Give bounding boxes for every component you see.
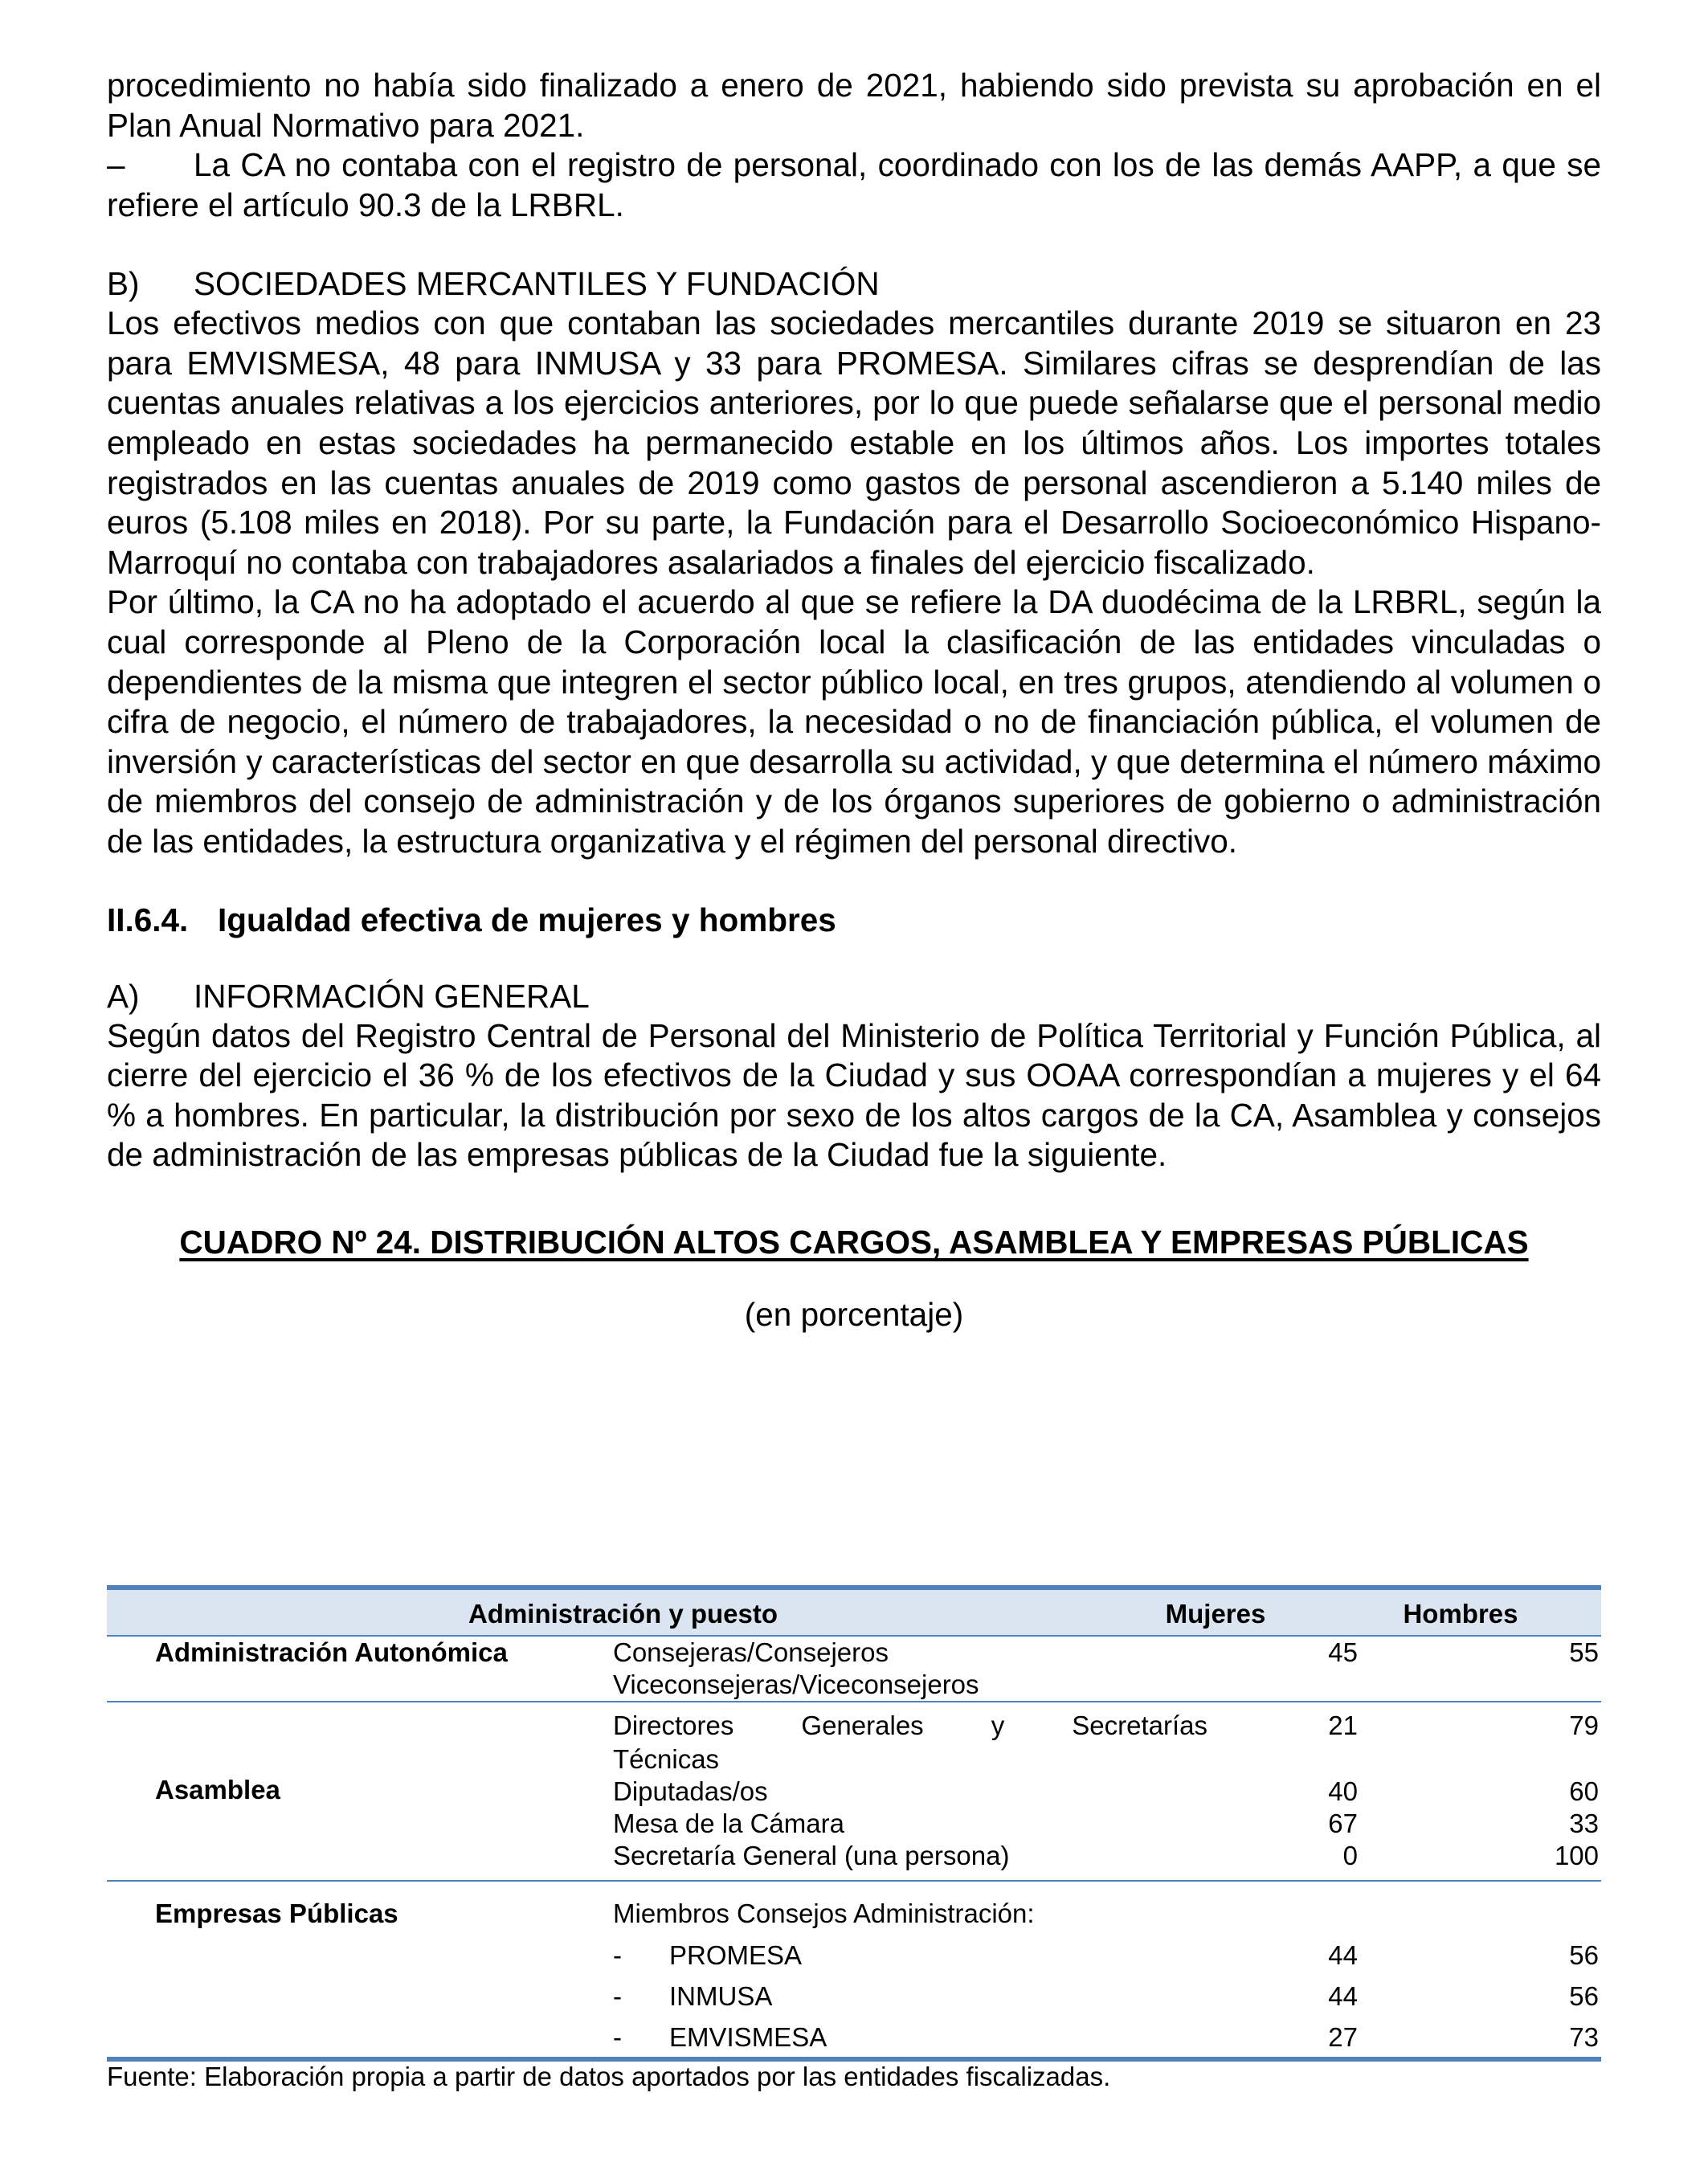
row-desc: Viceconsejeras/Viceconsejeros	[613, 1670, 979, 1699]
paragraph-registro-text: La CA no contaba con el registro de personal, coordinado con los de las demás AAPP, a que se refiere el artículo 90.3 de la LRBRL.	[107, 146, 1601, 223]
cell-hombres: 73	[1569, 2022, 1599, 2052]
paragraph-por-ultimo: Por último, la CA no ha adoptado el acuerdo al que se refiere la DA duodécima de la LRBRL, según la cual corresponde al Pleno de la Corporación local la clasificación de las entidades vinculadas o dependientes de la misma que integren el sector público local, en tres grupos, atendiendo al volumen o cifra de negocio, el número de trabajadores, la necesidad o no de financiación pública, el volumen de inversión y características del sector en que desarrolla su actividad, y que determina el número máximo de miembros del consejo de administración y de los órganos superiores de gobierno o administración de las entidades, la estructura organizativa y el régimen del personal directivo.	[107, 583, 1601, 860]
cell-mujeres: 45	[1328, 1637, 1358, 1667]
cell-hombres: 55	[1569, 1637, 1599, 1667]
cell-mujeres: 21	[1328, 1710, 1358, 1740]
cell-mujeres: 40	[1328, 1776, 1358, 1806]
heading-informacion-label: A)	[107, 977, 140, 1015]
cell-mujeres: 44	[1328, 1940, 1358, 1970]
table-row-continuation	[107, 1669, 1601, 1701]
heading-informacion-text: INFORMACIÓN GENERAL	[194, 977, 590, 1015]
table-row	[107, 1972, 1601, 2013]
cell-mujeres: 44	[1328, 1981, 1358, 2011]
cell-hombres: 100	[1554, 1841, 1599, 1870]
table-source-note: Fuente: Elaboración propia a partir de datos aportados por las entidades fiscalizadas.	[107, 2062, 1111, 2091]
group-administracion-autonomica	[107, 1637, 1601, 1702]
list-dash: -	[613, 1940, 622, 1970]
table-row	[107, 2013, 1601, 2057]
table-row-intro	[107, 1882, 1601, 1931]
table-row	[107, 1702, 1601, 1743]
table-row-continuation	[107, 1743, 1601, 1776]
cell-hombres: 60	[1569, 1776, 1599, 1806]
row-desc: Consejeras/Consejeros	[613, 1637, 889, 1667]
paragraph-segun-datos: Según datos del Registro Central de Personal del Ministerio de Política Territorial y Función Pública, al cierre del ejercicio el 36 % de los efectivos de la Ciudad y sus OOAA correspondían a mujeres y el 64 % a hombres. En particular, la distribución por sexo de los altos cargos de la CA, Asamblea y consejos de administración de las empresas públicas de la Ciudad fue la siguiente.	[107, 1016, 1601, 1174]
company-name: EMVISMESA	[669, 2022, 827, 2052]
row-desc: Miembros Consejos Administración:	[613, 1898, 1035, 1928]
distribution-table	[107, 1585, 1601, 2062]
dash-bullet: –	[107, 146, 125, 183]
cell-hombres: 79	[1569, 1710, 1599, 1740]
row-desc: Mesa de la Cámara	[613, 1809, 844, 1838]
header-hombres: Hombres	[1403, 1599, 1518, 1629]
row-desc: Diputadas/os	[613, 1776, 768, 1806]
list-dash: -	[613, 1981, 622, 2011]
row-desc: Técnicas	[613, 1744, 720, 1774]
group-label: Empresas Públicas	[155, 1898, 398, 1928]
heading-informacion-general	[107, 976, 1601, 1016]
heading-sociedades	[107, 264, 1601, 304]
group-asamblea	[107, 1702, 1601, 1882]
section-title	[107, 900, 1601, 940]
table-row	[107, 1808, 1601, 1840]
row-desc: Secretaría General (una persona)	[613, 1841, 1010, 1870]
table-row	[107, 1776, 1601, 1808]
cell-mujeres: 27	[1328, 2022, 1358, 2052]
company-name: PROMESA	[669, 1940, 803, 1970]
group-label: Administración Autonómica	[155, 1637, 508, 1667]
header-mujeres: Mujeres	[1165, 1599, 1266, 1629]
table-title: CUADRO Nº 24. DISTRIBUCIÓN ALTOS CARGOS, ASAMBLEA Y EMPRESAS PÚBLICAS	[179, 1223, 1529, 1261]
paragraph-efectivos-medios: Los efectivos medios con que contaban las sociedades mercantiles durante 2019 se situaron en 23 para EMVISMESA, 48 para INMUSA y 33 para PROMESA. Similares cifras se desprendían de las cuentas anuales relativas a los ejercicios anteriores, por lo que puede señalarse que el personal medio empleado en estas sociedades ha permanecido estable en los últimos años. Los importes totales registrados en las cuentas anuales de 2019 como gastos de personal ascendieron a 5.140 miles de euros (5.108 miles en 2018). Por su parte, la Fundación para el Desarrollo Socioeconómico Hispano-Marroquí no contaba con trabajadores asalariados a finales del ejercicio fiscalizado.	[107, 304, 1601, 581]
row-desc: Directores Generales y Secretarías	[613, 1710, 1207, 1740]
cell-hombres: 33	[1569, 1809, 1599, 1838]
section-number: II.6.4.	[107, 901, 189, 938]
paragraph-procedimiento: procedimiento no había sido finalizado a enero de 2021, habiendo sido prevista su aprobación en el Plan Anual Normativo para 2021.	[107, 67, 1601, 144]
paragraph-registro-personal	[107, 145, 1601, 225]
list-dash: -	[613, 2022, 622, 2052]
heading-sociedades-label: B)	[107, 265, 140, 303]
group-empresas-publicas	[107, 1882, 1601, 2062]
table-subtitle: (en porcentaje)	[744, 1296, 964, 1334]
cell-mujeres: 67	[1328, 1809, 1358, 1838]
section-title-text: Igualdad efectiva de mujeres y hombres	[218, 901, 836, 938]
table-row	[107, 1840, 1601, 1880]
cell-hombres: 56	[1569, 1940, 1599, 1970]
table-row	[107, 1637, 1601, 1669]
group-label: Asamblea	[155, 1775, 280, 1804]
cell-hombres: 56	[1569, 1981, 1599, 2011]
document-body	[107, 66, 1601, 1367]
company-name: INMUSA	[669, 1981, 773, 2011]
cell-mujeres: 0	[1342, 1841, 1358, 1870]
header-admin: Administración y puesto	[468, 1599, 778, 1629]
heading-sociedades-text: SOCIEDADES MERCANTILES Y FUNDACIÓN	[194, 265, 880, 303]
table-header	[107, 1585, 1601, 1637]
table-row	[107, 1931, 1601, 1972]
